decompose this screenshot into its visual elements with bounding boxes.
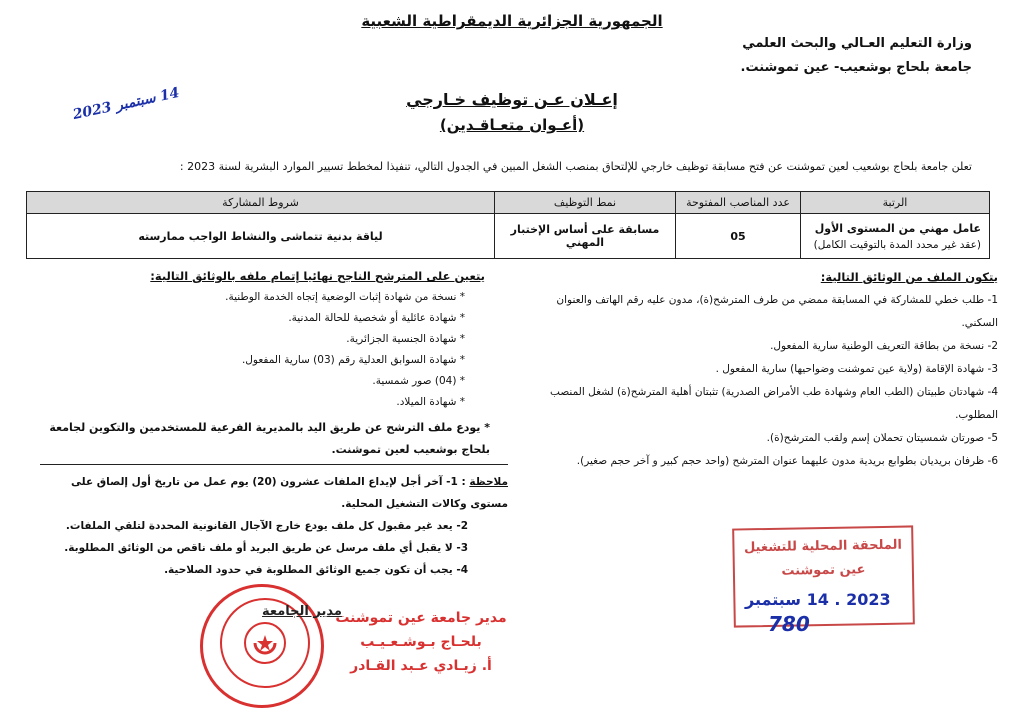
republic-title: الجمهورية الجزائرية الديمقراطية الشعبية — [361, 12, 663, 30]
list-item: 2- نسخة من بطاقة التعريف الوطنية سارية المفعول. — [770, 340, 998, 352]
list-item: 4- شهادتان طبيتان (الطب العام وشهادة طب الأمراض الصدرية) تثبتان أهلية المترشح(ة) لشغل المنصب المطلوب. — [550, 386, 998, 421]
rank-note: (عقد غير محدد المدة بالتوقيت الكامل) — [813, 238, 981, 251]
note-item-4: 4- يجب أن تكون جميع الوثائق المطلوبة في حدود الصلاحية. — [164, 564, 468, 576]
announcement-title: إعـلان عـن توظيف خـارجي — [406, 90, 618, 109]
announcement-intro: تعلن جامعة بلحاج بوشعيب لعين تموشنت عن فتح مسابقة توظيف خارجي للإلتحاق بمنصب الشغل المبين في الجدول التالي، تنفيذا لمخطط تسيير الموارد البشرية لسنة 2023 : — [179, 160, 972, 173]
announcement-subtitle: (أعـوان متعـاقـدين) — [439, 116, 585, 134]
university-name: جامعة بلحاج بوشعيب- عين تموشنت. — [740, 60, 972, 75]
file-section-title: يتكون الملف من الوثائق التالية: — [820, 270, 998, 284]
list-item: 1- طلب خطي للمشاركة في المسابقة ممضي من طرف المترشح(ة)، مدون عليه رقم الهاتف والعنوان السكني. — [556, 294, 998, 329]
handwritten-date: 14 سبتمبر 2023 — [71, 84, 181, 124]
director-stamp-line: بلحـاج بـوشـعـيـب — [360, 634, 482, 650]
table-row — [27, 214, 990, 259]
cell-conditions: لياقة بدنية تتماشى والنشاط الواجب ممارسته — [27, 214, 495, 259]
cell-rank — [801, 214, 990, 259]
jobs-table — [26, 191, 990, 259]
ministry-name: وزارة التعليم العـالي والبحث العلمي — [742, 36, 972, 51]
header-mode: نمط التوظيف — [495, 192, 676, 214]
rank-name: عامل مهني من المستوى الأول — [814, 221, 981, 235]
list-item: * نسخة من شهادة إثبات الوضعية إتجاه الخدمة الوطنية. — [225, 291, 465, 303]
list-item: 6- ظرفان بريديان بطوابع بريدية مدون عليهما عنوان المترشح (واحد حجم كبير و آخر حجم صغير). — [576, 455, 998, 467]
list-item: * شهادة الجنسية الجزائرية. — [346, 333, 465, 345]
list-item: * (04) صور شمسية. — [372, 375, 465, 387]
agency-stamp-line: عين تموشنت — [781, 562, 866, 579]
winner-section-title: يتعين على المترشح الناجح نهائيا إتمام ملفه بالوثائق التالية: — [150, 269, 485, 283]
list-item: * شهادة السوابق العدلية رقم (03) سارية المفعول. — [241, 354, 465, 366]
list-item: * شهادة عائلية أو شخصية للحالة المدنية. — [288, 312, 465, 324]
director-title: مدير الجامعة — [262, 604, 342, 619]
header-rank: الرتبة — [801, 192, 990, 214]
director-stamp-line: مدير جامعة عين تموشنت — [335, 610, 507, 626]
employment-agency-stamp — [732, 525, 915, 627]
director-stamp-line: أ. زيـادي عـبد القـادر — [350, 658, 492, 674]
director-stamp — [196, 606, 526, 678]
header-conditions: شروط المشاركة — [27, 192, 495, 214]
cell-positions: 05 — [676, 214, 801, 259]
list-item: 3- شهادة الإقامة (ولاية عين تموشنت وضواحيها) سارية المفعول . — [715, 363, 998, 375]
note-item-2: 2- يعد غير مقبول كل ملف يودع خارج الآجال القانونية المحددة لتلقي الملفات. — [65, 520, 468, 532]
note-item-3: 3- لا يقبل أي ملف مرسل عن طريق البريد أو ملف ناقص من الوثائق المطلوبة. — [64, 542, 468, 554]
table-header-row — [27, 192, 990, 214]
note-label: ملاحظة — [469, 476, 508, 488]
list-item: * شهادة الميلاد. — [396, 396, 465, 408]
notes-box — [40, 464, 508, 587]
note-text: : 1- آخر أجل لإيداع الملفات عشرون (20) يوم عمل من تاريخ أول إلصاق على مستوى وكالات التشغيل المحلية. — [71, 476, 508, 510]
cell-mode: مسابقة على أساس الإختبار المهني — [495, 214, 676, 259]
header-positions: عدد المناصب المفتوحة — [676, 192, 801, 214]
agency-stamp-line: الملحقة المحلية للتشغيل — [743, 537, 903, 556]
file-documents-section — [540, 266, 998, 473]
winner-documents-section — [30, 266, 485, 413]
agency-stamp-date: 2023 . 14 سبتمبر — [745, 590, 891, 609]
deposit-note: * يودع ملف الترشح عن طريق اليد بالمديرية الفرعية للمستخدمين والتكوين لجامعة بلحاج بوشعيب لعين تموشنت. — [49, 421, 490, 456]
list-item: 5- صورتان شمسيتان تحملان إسم ولقب المترشح(ة). — [766, 432, 998, 444]
note-item-1 — [40, 471, 508, 515]
agency-stamp-number: 780 — [768, 612, 810, 636]
